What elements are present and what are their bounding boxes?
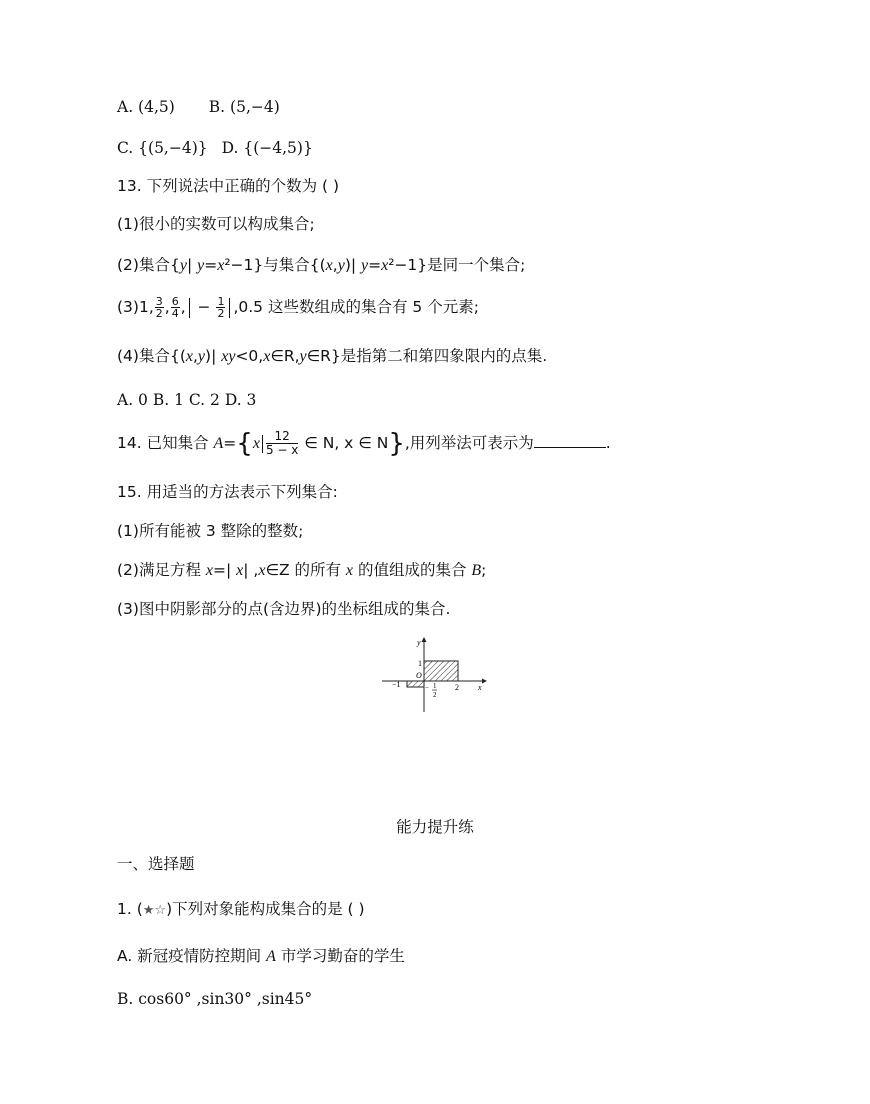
- y-axis-label: y: [417, 638, 421, 647]
- p1-option-b: B. cos60° ,sin30° ,sin45°: [117, 990, 313, 1008]
- origin-label: O: [416, 671, 422, 680]
- tick-label-half-num: 1: [433, 682, 437, 690]
- fraction-6-4: $\frac{6}{4}$: [171, 295, 179, 320]
- section-title: 能力提升练: [396, 818, 474, 836]
- part-heading: 一、选择题: [117, 855, 195, 873]
- answer-blank[interactable]: [534, 431, 606, 448]
- fraction-1-2: $\frac{1}{2}$: [217, 295, 225, 320]
- p1-stem: 1. (★☆)下列对象能构成集合的是 ( ): [117, 900, 365, 918]
- fraction-3-2: $\frac{3}{2}$: [155, 295, 163, 320]
- p1-option-a: A. 新冠疫情防控期间 A 市学习勤奋的学生: [117, 947, 405, 965]
- x-axis-arrow-icon: [482, 679, 487, 684]
- x-axis-label: x: [478, 683, 482, 692]
- q15-part-3: (3)图中阴影部分的点(含边界)的坐标组成的集合.: [117, 600, 451, 618]
- q12-option-d: D. {(−4,5)}: [221, 139, 313, 157]
- q13-statement-4: (4)集合{(x,y)| xy<0,x∈R,y∈R}是指第二和第四象限内的点集.: [117, 347, 548, 365]
- q15-part-2: (2)满足方程 x=| x| ,x∈Z 的所有 x 的值组成的集合 B;: [117, 561, 487, 579]
- fraction-12-over-5-minus-x: $\frac{12}{5 - x}$: [265, 429, 299, 457]
- q12-options-row2: [117, 137, 313, 159]
- q12-options-row1: [117, 96, 280, 118]
- q13-statement-1: (1)很小的实数可以构成集合;: [117, 215, 315, 233]
- tick-label-half-den: 2: [433, 691, 437, 699]
- difficulty-star-icon: ★☆: [142, 903, 167, 918]
- q12-option-c: C. {(5,−4)}: [117, 139, 208, 157]
- q14-stem: 14. 已知集合 A={x $\frac{12}{5 - x}$ ∈ N, x ∈ N},用列举法可表示为 .: [117, 428, 611, 459]
- tick-label-neg-half-minus: −: [425, 684, 429, 692]
- q13-statement-2: (2)集合{y| y=x²−1}与集合{(x,y)| y=x²−1}是同一个集合;: [117, 256, 526, 274]
- right-brace: }: [388, 428, 405, 459]
- q13-stem: 13. 下列说法中正确的个数为 ( ): [117, 177, 340, 195]
- shaded-region-diagram: [378, 636, 488, 716]
- tick-label-neg1: −1: [392, 680, 401, 689]
- q15-stem: 15. 用适当的方法表示下列集合:: [117, 483, 338, 501]
- set-bar: [262, 435, 263, 453]
- shaded-rect-third-quadrant: [407, 681, 424, 687]
- q15-part-1: (1)所有能被 3 整除的整数;: [117, 522, 304, 540]
- abs-bar-right: [229, 298, 230, 318]
- left-brace: {: [236, 428, 253, 459]
- tick-label-1: 1: [418, 659, 422, 668]
- shaded-rect-first-quadrant: [424, 661, 458, 681]
- y-axis-arrow-icon: [422, 637, 427, 642]
- q12-option-a: A. (4,5): [117, 98, 175, 116]
- q13-statement-3: (3)1, $\frac{3}{2}$ , $\frac{6}{4}$ , − $\frac{1}{2}$ ,0.5 这些数组成的集合有 5 个元素;: [117, 295, 479, 320]
- q13-options: A. 0 B. 1 C. 2 D. 3: [117, 391, 257, 409]
- tick-label-2: 2: [455, 683, 459, 692]
- abs-bar-left: [189, 298, 190, 318]
- q12-option-b: B. (5,−4): [208, 98, 280, 116]
